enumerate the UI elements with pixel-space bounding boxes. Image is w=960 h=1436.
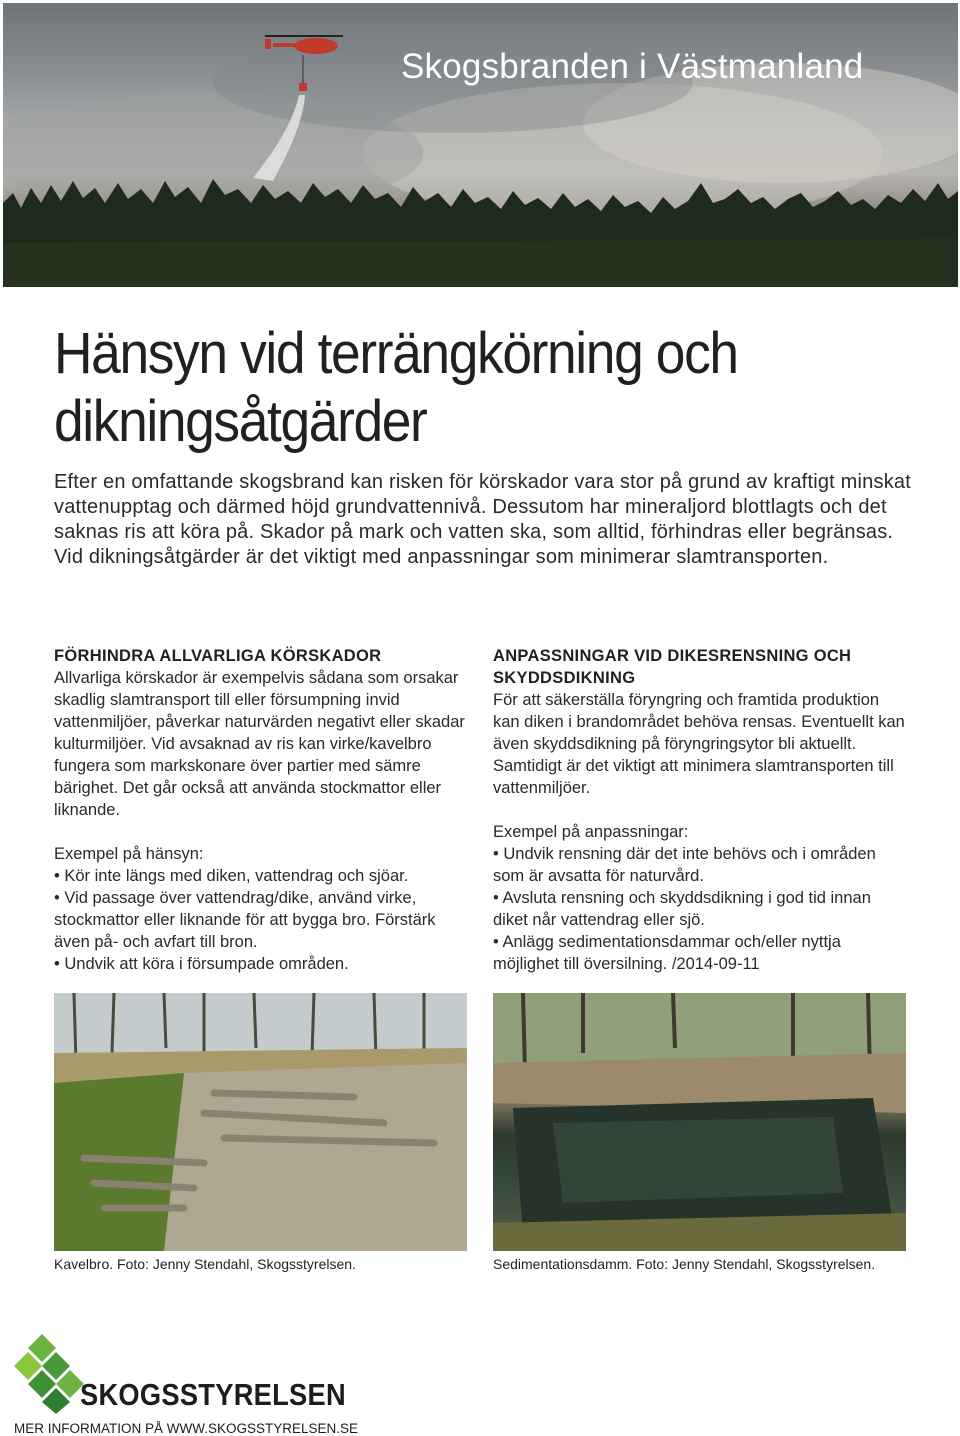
list-item: • Anlägg sedimentationsdammar och/eller nyttja möjlighet till översilning. /2014-09-11 <box>493 931 908 975</box>
list-item: • Kör inte längs med diken, vattendrag och sjöar. <box>54 865 469 887</box>
logo-wordmark: SKOGSSTYRELSEN <box>80 1377 346 1412</box>
right-column <box>493 645 908 975</box>
left-examples-label: Exempel på hänsyn: <box>54 845 204 863</box>
list-item: • Undvik att köra i försumpade områden. <box>54 953 469 975</box>
page-title-line-1: Hänsyn vid terrängkörning och <box>54 321 738 386</box>
sedimentationsdamm-caption: Sedimentationsdamm. Foto: Jenny Stendahl, Skogsstyrelsen. <box>493 1256 876 1272</box>
right-column-body: För att säkerställa föryngring och framtida produktion kan diken i brandområdet behöva rensas. Eventuellt kan även skyddsdikning på föryngringsytor bli aktuellt. Samtidigt är det viktigt att minimera slamtransporten till vattenmiljöer. <box>493 691 905 797</box>
page-title-line-2: dikningsåtgärder <box>54 389 427 454</box>
right-examples-label: Exempel på anpassningar: <box>493 823 689 841</box>
list-item: • Avsluta rensning och skyddsdikning i god tid innan diket når vattendrag eller sjö. <box>493 887 908 931</box>
intro-paragraph: Efter en omfattande skogsbrand kan risken för körskador vara stor på grund av kraftigt minskat vattenupptag och därmed höjd grundvattennivå. Dessutom har mineraljord blottlagts och det saknas ris att köra på. Skador på mark och vatten ska, som alltid, förhindras eller begränsas. Vid dikningsåtgärder är det viktigt med anpassningar som minimerar slamtransporten. <box>54 471 911 568</box>
page-title <box>54 320 845 456</box>
right-column-heading: ANPASSNINGAR VID DIKESRENSNING OCH SKYDDSDIKNING <box>493 647 852 687</box>
list-item: • Vid passage över vattendrag/dike, använd virke, stockmattor eller liknande för att bygga bro. Förstärk även på- och avfart till bron. <box>54 887 469 953</box>
banner-title: Skogsbranden i Västmanland <box>401 47 864 86</box>
left-column-body: Allvarliga körskador är exempelvis sådana som orsakar skadlig slamtransport till eller försumpning invid vattenmiljöer, påverkar naturvärden negativt eller skadar kulturmiljöer. Vid avsaknad av ris kan virke/kavelbro fungera som markskonare över partier med sämre bärighet. Det går också att använda stockmattor eller liknande. <box>54 669 465 819</box>
list-item: • Undvik rensning där det inte behövs och i områden som är avsatta för naturvård. <box>493 843 908 887</box>
more-info-link[interactable]: MER INFORMATION PÅ WWW.SKOGSSTYRELSEN.SE <box>14 1421 359 1436</box>
kavelbro-caption: Kavelbro. Foto: Jenny Stendahl, Skogsstyrelsen. <box>54 1256 356 1272</box>
hero-banner <box>3 3 958 287</box>
right-examples-list <box>493 843 908 975</box>
sedimentationsdamm-photo <box>493 993 906 1251</box>
kavelbro-photo <box>54 993 467 1251</box>
left-examples-list <box>54 865 469 975</box>
left-column-heading: FÖRHINDRA ALLVARLIGA KÖRSKADOR <box>54 647 382 665</box>
left-column <box>54 645 469 975</box>
forest-fire-photo <box>3 3 958 287</box>
